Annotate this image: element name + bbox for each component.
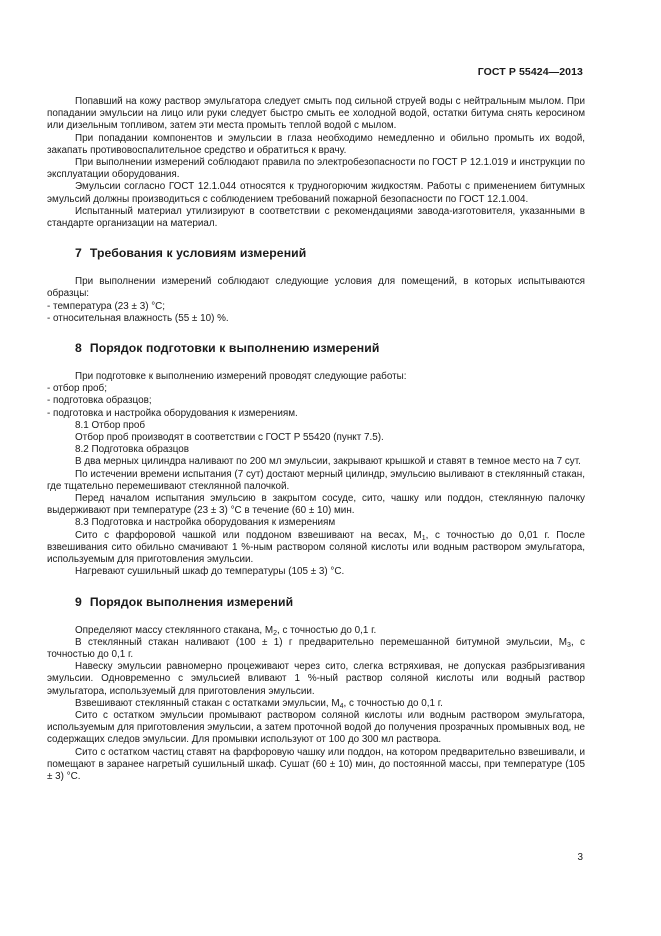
paragraph: 8.3 Подготовка и настройка оборудования к измерениям	[75, 517, 336, 529]
paragraph: - относительная влажность (55 ± 10) %.	[47, 312, 229, 324]
paragraph: Определяют массу стеклянного стакана, $M_2$, с точностью до 0,1 г.	[75, 624, 377, 637]
paragraph: - подготовка и настройка оборудования к измерениям.	[47, 407, 298, 419]
document-body	[47, 96, 585, 783]
paragraph: - подготовка образцов;	[47, 395, 152, 407]
paragraph: При попадании компонентов и эмульсии в глаза необходимо немедленно и обильно промыть их водой, закапать противовоспалительное средство и обратиться к врачу.	[47, 132, 585, 156]
paragraph: - отбор проб;	[47, 383, 107, 395]
paragraph: 8.1 Отбор проб	[75, 419, 146, 431]
paragraph: 8.2 Подготовка образцов	[75, 444, 190, 456]
section-number: 8	[75, 341, 82, 356]
paragraph: При подготовке к выполнению измерений проводят следующие работы:	[75, 371, 407, 383]
section-title: Порядок подготовки к выполнению измерений	[89, 341, 380, 356]
paragraph: - температура (23 ± 3) °С;	[47, 300, 166, 312]
section-8	[47, 341, 585, 578]
paragraph: В два мерных цилиндра наливают по 200 мл эмульсии, закрывают крышкой и ставят в темное место на 7 сут.	[75, 456, 581, 468]
paragraph: Попавший на кожу раствор эмульгатора следует смыть под сильной струей воды с нейтральным мылом. При попадании эмульсии на лицо или руки следует быстро смыть ее холодной водой, остатки битума снять керосином или дизельным топливом, затем эти места промыть теплой водой с мылом.	[47, 96, 585, 132]
paragraph: При выполнении измерений соблюдают следующие условия для помещений, в которых испытываются образцы:	[47, 276, 585, 300]
section-number: 9	[75, 594, 82, 609]
paragraph: Сито с остатком частиц ставят на фарфоровую чашку или поддон, на котором предварительно взвешивали, и помещают в заранее нагретый сушильный шкаф. Сушат (60 ± 10) мин, до постоянной массы, при температуре (105 ± 3) °С.	[47, 746, 585, 782]
section-title: Порядок выполнения измерений	[89, 594, 294, 609]
section8-heading	[75, 341, 585, 356]
paragraph: При выполнении измерений соблюдают правила по электробезопасности по ГОСТ Р 12.1.019 и инструкции по эксплуатации оборудования.	[47, 157, 585, 181]
paragraph: Эмульсии согласно ГОСТ 12.1.044 относятся к трудногорючим жидкостям. Работы с применением битумных эмульсий должны производиться с соблюдением требований пожарной безопасности по ГОСТ 12.1.004.	[47, 181, 585, 205]
section-number: 7	[75, 246, 82, 261]
paragraph: Испытанный материал утилизируют в соответствии с рекомендациями завода-изготовителя, указанными в стандарте организации на материал.	[47, 205, 585, 230]
section7-heading	[75, 246, 585, 261]
section9-heading	[75, 595, 585, 610]
paragraph: Отбор проб производят в соответствии с ГОСТ Р 55420 (пункт 7.5).	[75, 432, 384, 444]
intro-section	[47, 96, 585, 230]
paragraph: Навеску эмульсии равномерно процеживают через сито, слегка встряхивая, не допуская разбрызгивания эмульсии. Одновременно с эмульсией вливают 1 %-ный раствор соляной кислоты или водный раствор эмульгатора, используемый для приготовления эмульсии.	[47, 661, 585, 697]
section-title: Требования к условиям измерений	[89, 246, 307, 261]
paragraph: Нагревают сушильный шкаф до температуры (105 ± 3) °С.	[75, 566, 345, 578]
paragraph: Взвешивают стеклянный стакан с остатками эмульсии, $M_4$, с точностью до 0,1 г.	[75, 697, 443, 710]
document-header: ГОСТ Р 55424—2013	[477, 66, 583, 78]
paragraph: Перед началом испытания эмульсию в закрытом сосуде, сито, чашку или поддон, стеклянную палочку выдерживают при температуре (23 ± 3) °С в течение (60 ± 10) мин.	[47, 493, 585, 517]
paragraph: В стеклянный стакан наливают (100 ± 1) г предварительно перемешанной битумной эмульсии, $M_3$, с точностью до 0,1 г.	[47, 636, 585, 660]
paragraph: Сито с остатком эмульсии промывают раствором соляной кислоты или водным раствором эмульгатора, используемым для приготовления эмульсии, а затем проточной водой до получения прозрачных промывных вод, не содержащих следов эмульсии. Для промывки используют от 100 до 300 мл раствора.	[47, 709, 585, 746]
paragraph: Сито с фарфоровой чашкой или поддоном взвешивают на весах, $M_1$, с точностью до 0,01 г. После взвешивания сито обильно смачивают 1 %-ным раствором соляной кислоты или водным раствором эмульгатора, используемым для приготовления эмульсии.	[47, 529, 585, 566]
paragraph: По истечении времени испытания (7 сут) достают мерный цилиндр, эмульсию выливают в стеклянный стакан, где тщательно перемешивают стеклянной палочкой.	[47, 468, 585, 492]
section-7	[47, 246, 585, 325]
section-9	[47, 595, 585, 784]
page-number: 3	[577, 852, 583, 863]
